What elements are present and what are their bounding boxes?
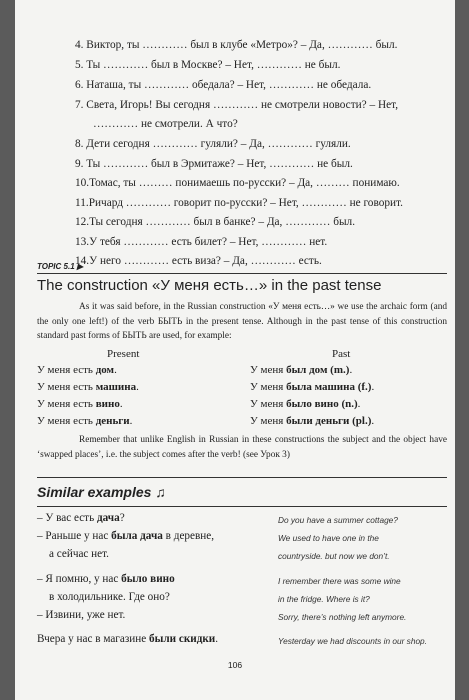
exercise-line: 9. Ты ………… был в Эрмитаже? – Нет, ………… не был.	[75, 158, 353, 170]
past-example: У меня была машина (f.).	[250, 381, 375, 393]
example-english: Do you have a summer cottage?	[278, 515, 398, 525]
book-page	[15, 0, 455, 700]
topic-label: TOPIC 5.1 ▶	[37, 262, 84, 271]
example-english: Sorry, there’s nothing left anymore.	[278, 612, 407, 622]
exercise-line: 12.Ты сегодня ………… был в банке? – Да, ………… был.	[75, 216, 356, 228]
example-russian: – У вас есть дача?	[37, 512, 125, 524]
exercise-line: 13.У тебя ………… есть билет? – Нет, ………… нет.	[75, 236, 328, 248]
column-present: Present	[107, 348, 140, 360]
past-example: У меня были деньги (pl.).	[250, 415, 375, 427]
divider	[37, 477, 447, 478]
remember-text: Remember that unlike English in Russian in these constructions the subject and the object have ‘swapped places’, i.e. the subject comes after the verb! (see Урок 3)	[37, 435, 447, 460]
remember-paragraph	[37, 433, 447, 462]
exercise-line: 14.У него ………… есть виза? – Да, ………… есть.	[75, 255, 322, 267]
example-english: countryside. but now we don’t.	[278, 551, 390, 561]
column-past: Past	[332, 348, 351, 360]
example-english: Yesterday we had discounts in our shop.	[278, 636, 427, 646]
page-number: 106	[227, 660, 243, 670]
present-example: У меня есть вино.	[37, 398, 123, 410]
example-english: I remember there was some wine	[278, 576, 401, 586]
exercise-line: 8. Дети сегодня ………… гуляли? – Да, ………… гуляли.	[75, 138, 351, 150]
exercise-line: 10.Томас, ты ……… понимаешь по-русски? – Да, ……… понимаю.	[75, 177, 400, 189]
divider	[37, 273, 447, 274]
example-russian: – Раньше у нас была дача в деревне,	[37, 530, 214, 542]
past-example: У меня был дом (m.).	[250, 364, 353, 376]
exercise-line: ………… не смотрели. А что?	[93, 118, 238, 130]
example-russian: а сейчас нет.	[49, 548, 109, 560]
exercise-line: 4. Виктор, ты ………… был в клубе «Метро»? – Да, ………… был.	[75, 39, 398, 51]
intro-paragraph	[37, 300, 447, 344]
example-russian: – Я помню, у нас было вино	[37, 573, 175, 585]
example-english: in the fridge. Where is it?	[278, 594, 370, 604]
present-example: У меня есть машина.	[37, 381, 139, 393]
example-russian: в холодильнике. Где оно?	[49, 591, 170, 603]
exercise-line: 7. Света, Игорь! Вы сегодня ………… не смотрели новости? – Нет,	[75, 99, 399, 111]
similar-examples-heading: Similar examples ♫	[37, 484, 166, 500]
present-example: У меня есть дом.	[37, 364, 117, 376]
past-example: У меня было вино (n.).	[250, 398, 361, 410]
section-heading: The construction «У меня есть…» in the past tense	[37, 277, 382, 294]
exercise-line: 6. Наташа, ты ………… обедала? – Нет, ………… не обедала.	[75, 79, 372, 91]
example-russian: Вчера у нас в магазине были скидки.	[37, 633, 219, 645]
present-example: У меня есть деньги.	[37, 415, 133, 427]
exercise-line: 11.Ричард ………… говорит по-русски? – Нет, ………… не говорит.	[75, 197, 403, 209]
example-english: We used to have one in the	[278, 533, 379, 543]
exercise-line: 5. Ты ………… был в Москве? – Нет, ………… не был.	[75, 59, 341, 71]
intro-text: As it was said before, in the Russian construction «У меня есть…» we use the archaic form (and the only one left!) of the verb БЫТЬ in the present tense. Although in the past tense of this construction standard past forms of БЫТЬ are used, for example:	[37, 302, 447, 341]
example-russian: – Извини, уже нет.	[37, 609, 126, 621]
divider	[37, 506, 447, 507]
